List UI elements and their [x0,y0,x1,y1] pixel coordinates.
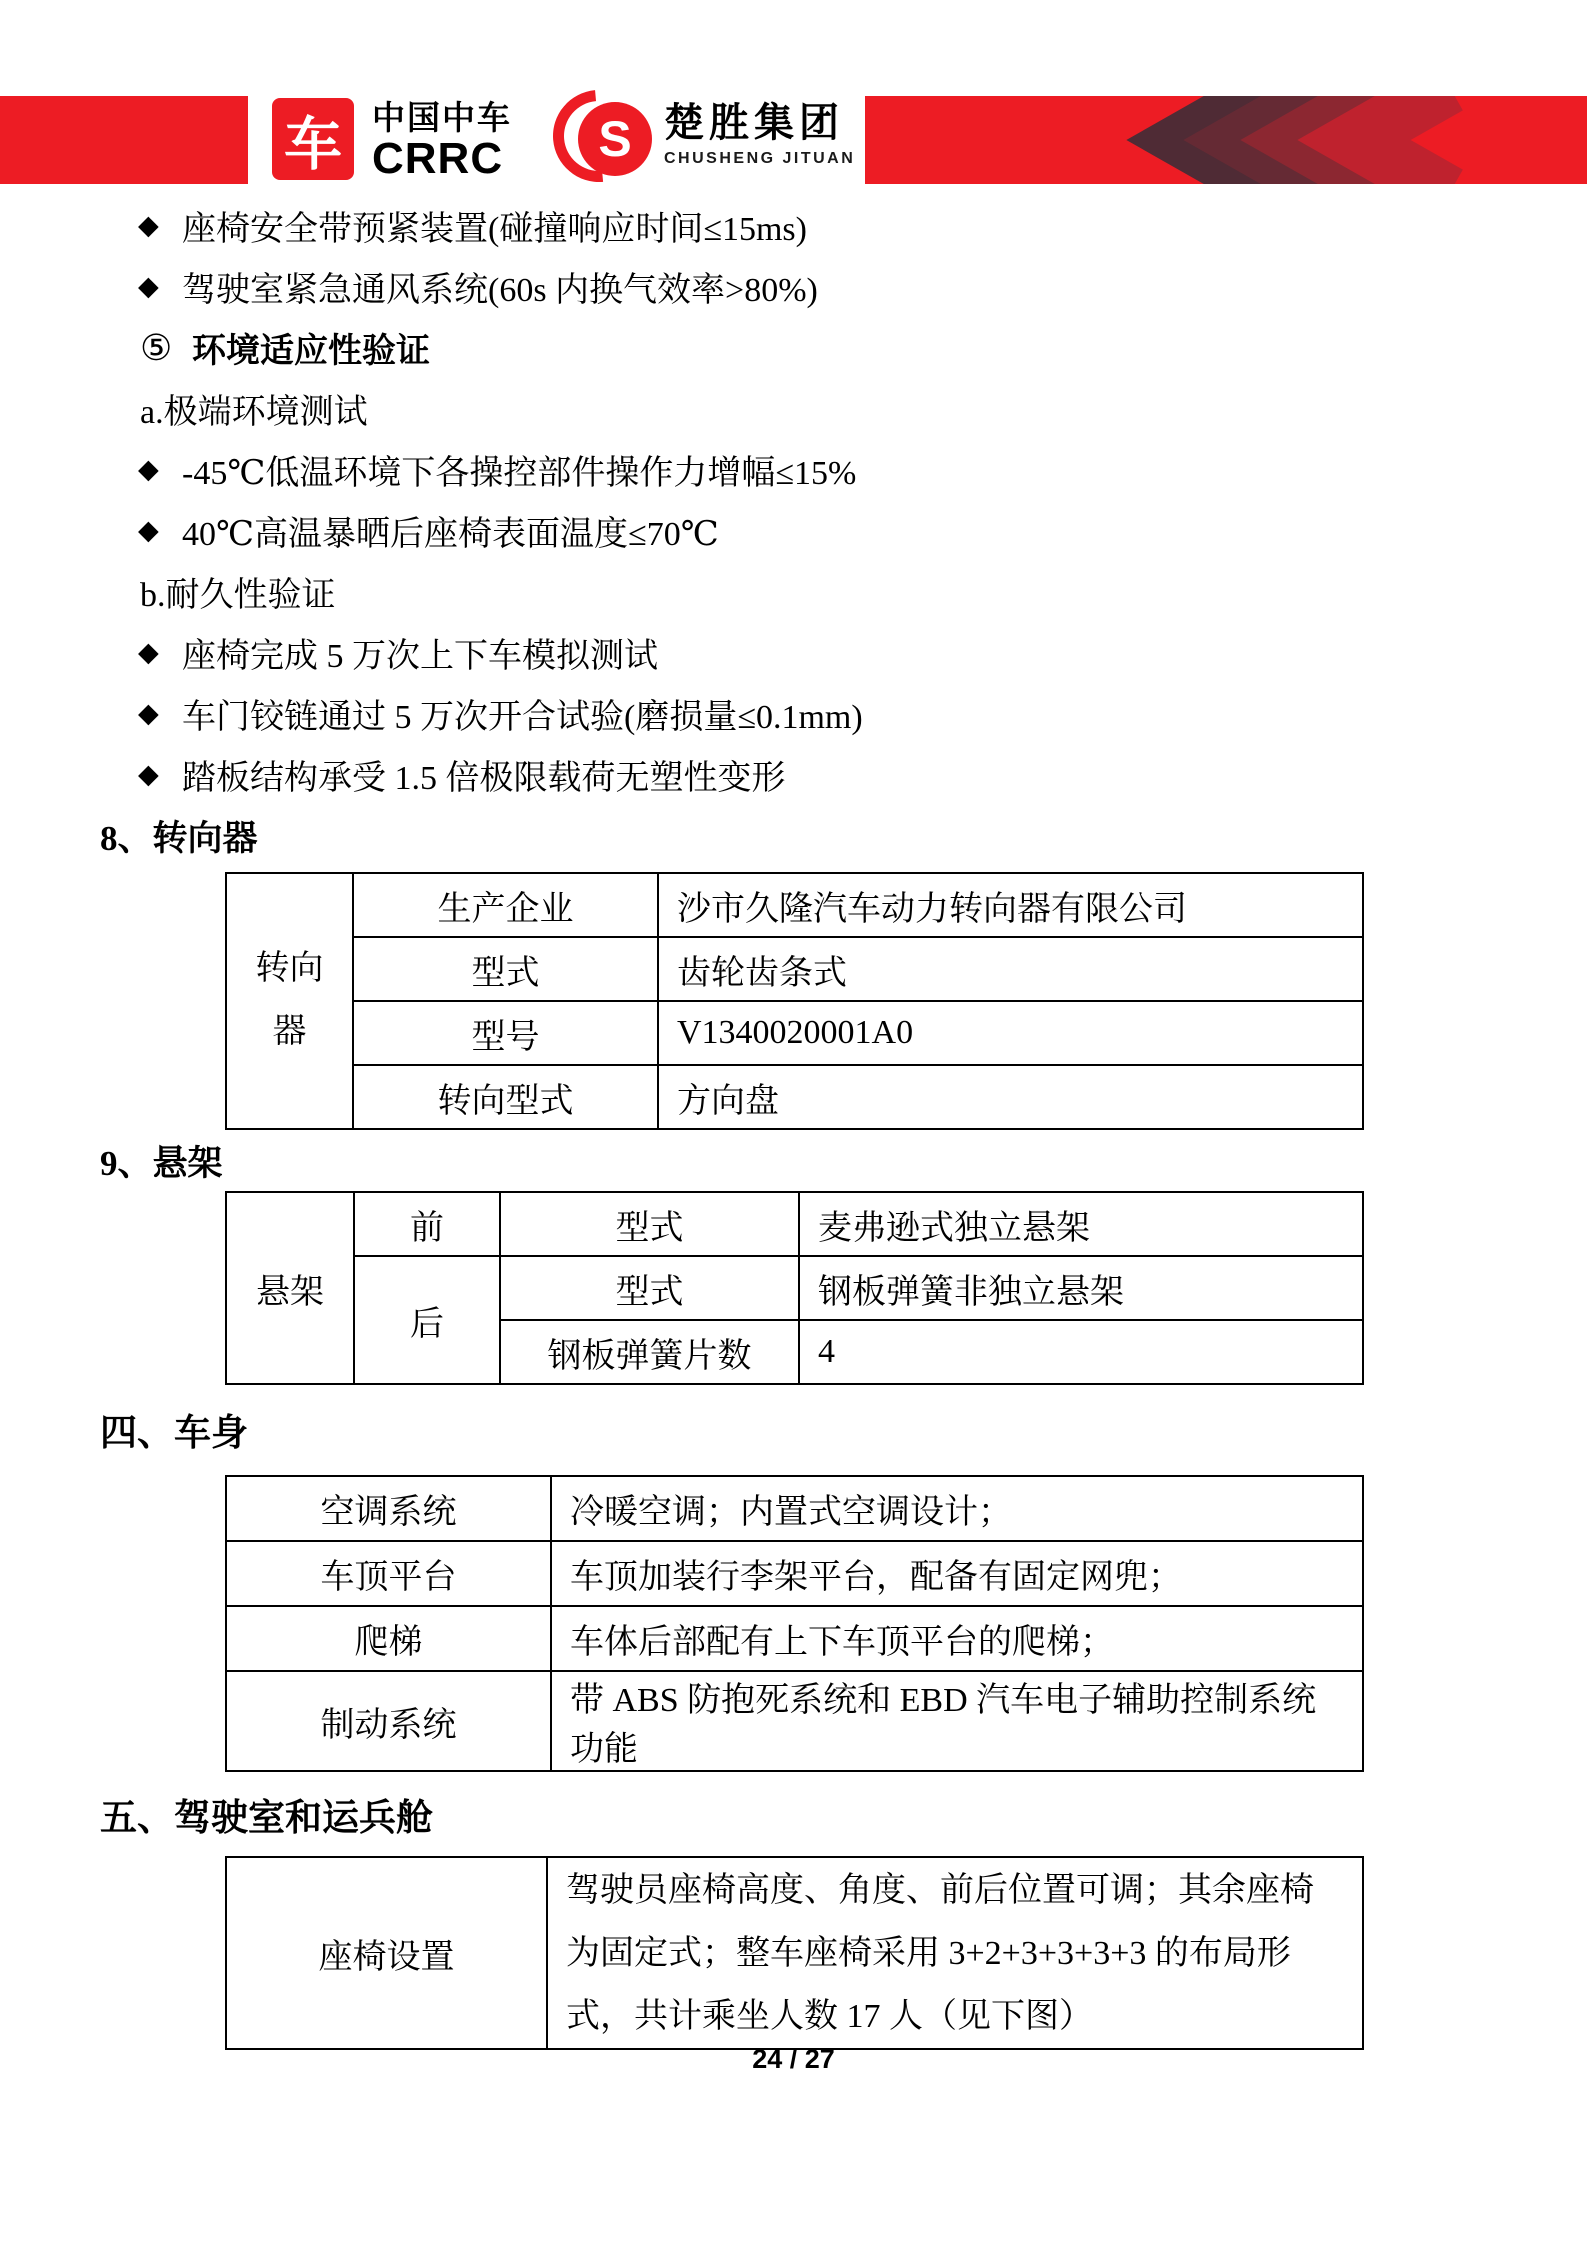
sub-item-text: b.耐久性验证 [140,577,336,614]
table-row [226,873,1363,937]
page-number: 24 / 27 [752,2044,835,2074]
bullet-item [138,683,1587,744]
cell-label: 爬梯 [226,1606,551,1671]
section-heading-body: 四、车身 [100,1413,248,1454]
section-heading-suspension: 9、悬架 [100,1143,223,1183]
cell-value: 车体后部配有上下车顶平台的爬梯； [551,1606,1363,1671]
cell-label: 型号 [353,1001,658,1065]
cell-value: 驾驶员座椅高度、角度、前后位置可调；其余座椅为固定式；整车座椅采用 3+2+3+3+3+3 的布局形式，共计乘坐人数 17 人（见下图） [547,1857,1363,2049]
table-row [226,1192,1363,1256]
page-content [0,195,1587,2050]
steering-table [225,872,1364,1130]
cell-value: 钢板弹簧非独立悬架 [799,1256,1363,1320]
bullet-item [138,744,1587,805]
diamond-icon: ◆ [138,454,159,484]
crrc-logo [372,98,522,183]
crrc-emblem-icon: 车 [272,98,354,180]
chusheng-name-cn: 楚胜集团 [664,101,844,145]
bullet-text: 座椅完成 5 万次上下车模拟测试 [182,638,658,675]
table-row [226,1001,1363,1065]
suspension-table [225,1191,1364,1385]
bullet-text: -45℃低温环境下各操控部件操作力增幅≤15% [182,455,857,492]
cell-value: 齿轮齿条式 [658,937,1363,1001]
cell-value: 方向盘 [658,1065,1363,1129]
header-red-bar-right [865,96,1587,184]
cell-value: 车顶加装行李架平台，配备有固定网兜； [551,1541,1363,1606]
bullet-text: 车门铰链通过 5 万次开合试验(磨损量≤0.1mm) [182,699,863,736]
numbered-heading [140,317,1587,378]
crrc-name-en: CRRC [372,134,504,183]
chevrons-left-icon [865,96,1587,184]
bullet-item [138,439,1587,500]
sub-item-text: a.极端环境测试 [140,394,368,431]
diamond-icon: ◆ [138,271,159,301]
header-red-bar-left [0,96,248,184]
cell-label: 型式 [353,937,658,1001]
table-row [226,937,1363,1001]
cell-label: 型式 [500,1192,799,1256]
sub-item [140,561,1587,622]
table-row [226,1541,1363,1606]
cell-value: V1340020001A0 [658,1001,1363,1065]
rear-label: 后 [354,1256,500,1384]
table-row [226,1671,1363,1771]
section-heading-steering: 8、转向器 [100,818,258,858]
bullet-text: 40℃高温暴晒后座椅表面温度≤70℃ [182,516,719,553]
cell-label: 转向型式 [353,1065,658,1129]
body-table [225,1475,1364,1772]
cell-label: 空调系统 [226,1476,551,1541]
cabin-table [225,1856,1364,2050]
table-row [226,1256,1363,1320]
bullet-text: 驾驶室紧急通风系统(60s 内换气效率>80%) [182,272,818,309]
chusheng-name-en: CHUSHENG JITUAN [664,150,856,167]
table-row [226,1857,1363,2049]
cell-label: 型式 [500,1256,799,1320]
chusheng-emblem-icon: S [578,102,652,176]
diamond-icon: ◆ [138,637,159,667]
bullet-item [138,622,1587,683]
cell-label: 车顶平台 [226,1541,551,1606]
diamond-icon: ◆ [138,698,159,728]
cell-value: 沙市久隆汽车动力转向器有限公司 [658,873,1363,937]
bullet-text: 踏板结构承受 1.5 倍极限载荷无塑性变形 [182,760,786,797]
circled-5-icon: ⑤ [140,327,173,368]
cell-label: 生产企业 [353,873,658,937]
diamond-icon: ◆ [138,515,159,545]
section-heading-cabin: 五、驾驶室和运兵舱 [100,1798,433,1839]
sub-item [140,378,1587,439]
table-row [226,1476,1363,1541]
steering-row-label: 转向器 [226,873,353,1129]
suspension-row-label: 悬架 [226,1192,354,1384]
bullet-list [0,195,1587,805]
chusheng-logo [664,100,864,172]
cell-value: 4 [799,1320,1363,1384]
header-logos [248,96,865,184]
bullet-text: 座椅安全带预紧装置(碰撞响应时间≤15ms) [182,211,807,248]
front-label: 前 [354,1192,500,1256]
table-row [226,1606,1363,1671]
cell-value: 麦弗逊式独立悬架 [799,1192,1363,1256]
heading-text: 环境适应性验证 [192,333,430,370]
cell-label: 制动系统 [226,1671,551,1771]
table-row [226,1065,1363,1129]
cell-label: 座椅设置 [226,1857,547,2049]
cell-value: 带 ABS 防抱死系统和 EBD 汽车电子辅助控制系统功能 [551,1671,1363,1771]
bullet-item [138,195,1587,256]
bullet-item [138,500,1587,561]
cell-label: 钢板弹簧片数 [500,1320,799,1384]
cell-value: 冷暖空调；内置式空调设计； [551,1476,1363,1541]
diamond-icon: ◆ [138,759,159,789]
crrc-name-cn: 中国中车 [372,99,512,136]
diamond-icon: ◆ [138,210,159,240]
bullet-item [138,256,1587,317]
